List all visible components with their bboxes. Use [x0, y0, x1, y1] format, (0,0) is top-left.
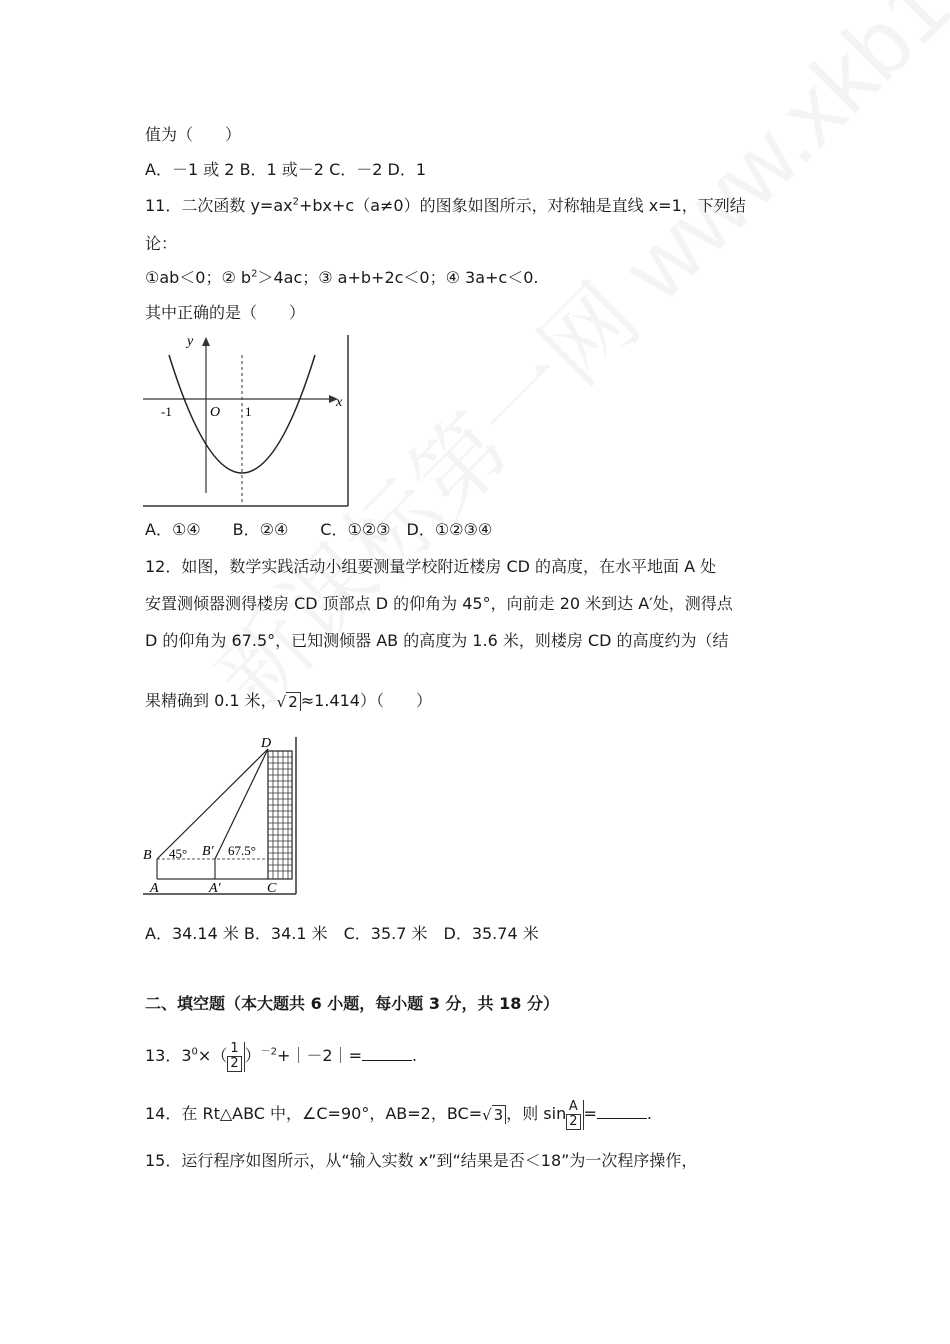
q12-line1: 12．如图，数学实践活动小组要测量学校附近楼房 CD 的高度，在水平地面 A 处 [145, 557, 717, 576]
q14-sqrt: √ 3 [482, 1098, 506, 1132]
q13-abs: +｜－2｜= [277, 1046, 363, 1065]
q14-mid: ，则 sin [506, 1104, 567, 1123]
q14-prefix: 14．在 Rt△ABC 中，∠C=90°，AB=2，BC= [145, 1104, 483, 1123]
q13-prefix: 13．3 [145, 1046, 192, 1065]
q10-stem-tail: 值为（ ） [145, 125, 242, 144]
q14-eq: = [583, 1104, 597, 1123]
q11-one-label: 1 [245, 404, 252, 419]
q11-conclusions [145, 267, 538, 289]
q12-label-A-prime: A′ [209, 881, 221, 896]
q14-fraction [566, 1100, 583, 1130]
q12-label-D: D [261, 736, 272, 751]
q11-origin-label: O [210, 405, 221, 420]
q11-options: A．①④ B．②④ C．①②③ D．①②③④ [145, 520, 493, 539]
q11-stem-sup: 2 [292, 196, 299, 208]
q14-sqrt-radicand: 3 [492, 1105, 507, 1124]
q11-conclusions-b: ＞4ac；③ a+b+2c＜0；④ 3a+c＜0. [257, 268, 539, 287]
q13-close: ） [244, 1046, 261, 1065]
q12-label-B-prime: B′ [202, 844, 214, 859]
q12-line4-b: ≈1.414）（ ） [300, 691, 432, 710]
q14-frac-num: A [566, 1100, 580, 1115]
section-heading: 二、填空题（本大题共 6 小题，每小题 3 分，共 18 分） [145, 994, 559, 1013]
q11-stem-a: 11．二次函数 y=ax [145, 196, 293, 215]
q14-answer-blank[interactable] [597, 1102, 647, 1119]
q13-frac-num: 1 [227, 1042, 241, 1057]
q11-conclusions-a: ①ab＜0；② b [145, 268, 252, 287]
q12-line3: D 的仰角为 67.5°，已知测倾器 AB 的高度为 1.6 米，则楼房 CD 的高度约为（结 [145, 631, 729, 650]
q15-line1: 15．运行程序如图所示，从“输入实数 x”到“结果是否＜18”为一次程序操作， [145, 1151, 698, 1170]
q10-options: A．－1 或 2 B．1 或－2 C．－2 D．1 [145, 160, 427, 179]
q11-stem-cont: 论： [145, 234, 178, 253]
q13-exp: －2 [260, 1046, 278, 1058]
q11-ask: 其中正确的是（ ） [145, 303, 306, 322]
q11-y-label: y [187, 334, 194, 349]
q11-conclusions-sup: 2 [251, 268, 258, 280]
q13-sup0: 0 [191, 1046, 198, 1058]
q12-line2: 安置测倾器测得楼房 CD 顶部点 D 的仰角为 45°，向前走 20 米到达 A′处，测得点 [145, 594, 733, 613]
q11-stem [145, 195, 746, 217]
q14 [145, 1097, 652, 1132]
q14-end: . [646, 1104, 653, 1123]
q13-times: ×（ [197, 1046, 228, 1065]
q12-angle-67-5: 67.5° [228, 843, 256, 858]
q12-angle-45: 45° [169, 846, 188, 861]
q13-fraction [227, 1042, 244, 1072]
q13-answer-blank[interactable] [362, 1044, 412, 1061]
q12-options: A．34.14 米 B．34.1 米 C．35.7 米 D．35.74 米 [145, 924, 539, 943]
q12-line4 [145, 690, 432, 713]
q11-neg-one-label: -1 [161, 404, 172, 419]
q11-x-label: x [336, 395, 343, 410]
q14-frac-den: 2 [566, 1115, 580, 1130]
q13 [145, 1039, 417, 1073]
q12-building-figure [143, 735, 301, 897]
q13-frac-den: 2 [227, 1057, 241, 1072]
q13-end: . [412, 1046, 418, 1065]
q12-sqrt: √ 2 [277, 691, 301, 713]
q12-label-C: C [267, 881, 277, 896]
q12-sqrt-radicand: 2 [286, 692, 301, 711]
q12-line4-a: 果精确到 0.1 米， [145, 691, 277, 710]
q12-label-A: A [150, 881, 159, 896]
q12-label-B: B [143, 848, 152, 863]
q11-parabola-graph [143, 333, 351, 509]
q11-stem-b: +bx+c（a≠0）的图象如图所示，对称轴是直线 x=1，下列结 [298, 196, 746, 215]
